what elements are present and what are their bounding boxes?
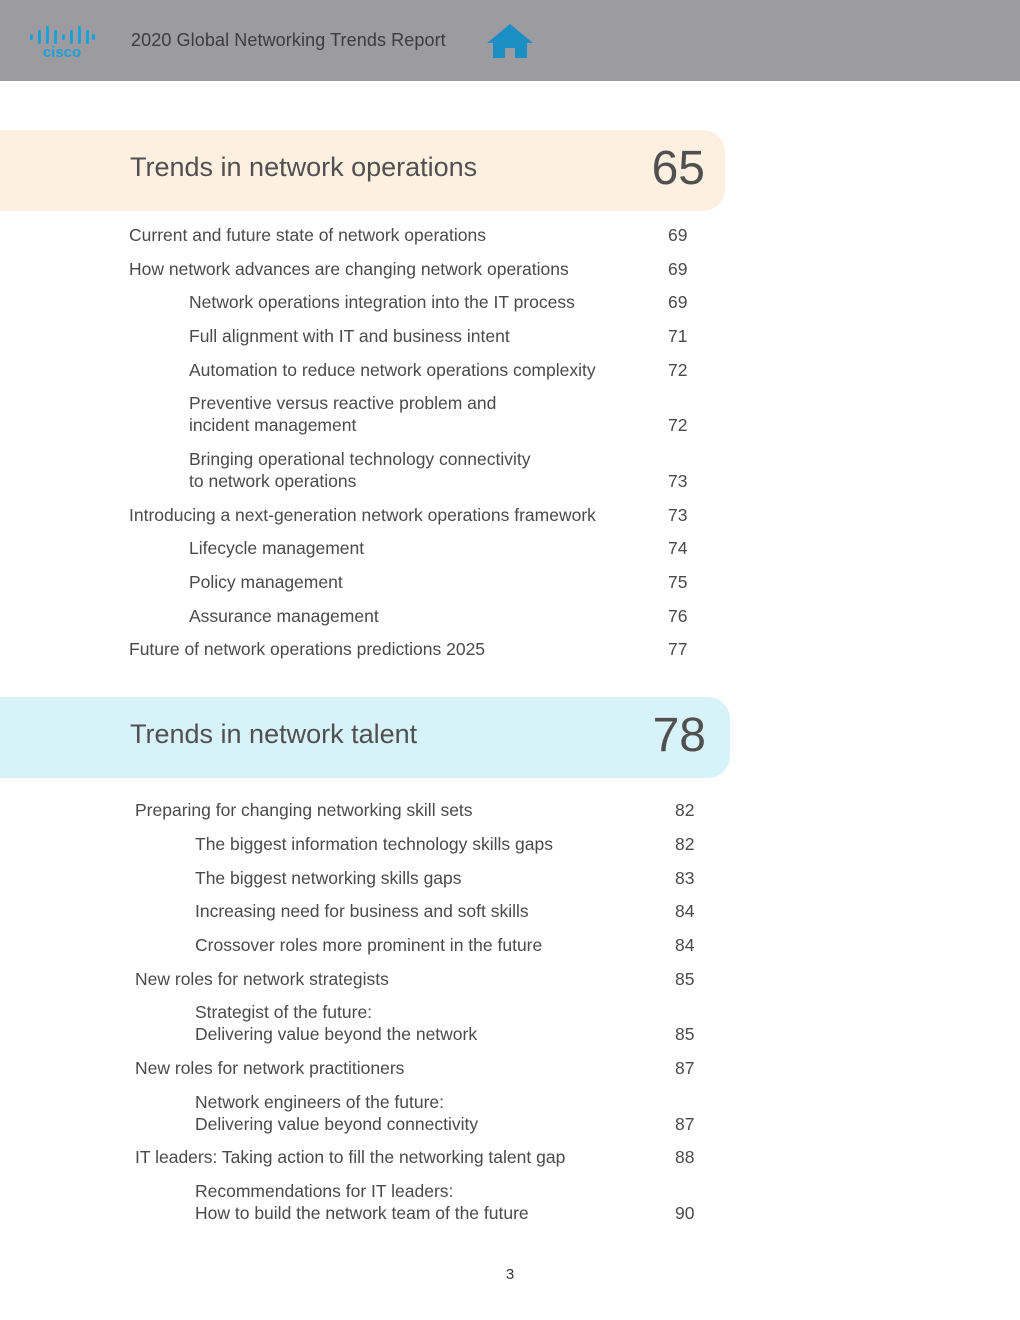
toc-entry[interactable]	[129, 638, 688, 660]
toc-entry-label-line2: to network operations	[189, 471, 357, 491]
toc-entry-label: Network engineers of the future:	[195, 1092, 445, 1112]
toc-entry-page: 87	[675, 1058, 695, 1078]
toc-entry-label: Future of network operations predictions 2025	[129, 639, 486, 659]
toc-entry-label: Full alignment with IT and business intent	[189, 326, 510, 346]
toc-entry[interactable]	[135, 799, 695, 821]
toc-entry[interactable]	[195, 867, 695, 889]
toc-entry-label-line2: How to build the network team of the future	[195, 1203, 529, 1223]
toc-entry[interactable]	[195, 1001, 695, 1045]
toc-entry-page: 90	[675, 1203, 695, 1223]
toc-entry-label: New roles for network strategists	[135, 969, 389, 989]
toc-entry-label: Policy management	[189, 572, 343, 592]
section-page-number: 78	[652, 709, 706, 762]
toc-entry[interactable]	[195, 900, 695, 922]
toc-entry[interactable]	[135, 1057, 695, 1079]
toc-entry[interactable]	[189, 537, 688, 559]
toc-entry-page: 72	[668, 415, 688, 435]
page-number: 3	[505, 1266, 515, 1283]
toc-entry[interactable]	[189, 291, 688, 313]
section-page-number: 65	[651, 142, 705, 195]
svg-text:cisco: cisco	[42, 44, 82, 60]
toc-entry-label: The biggest information technology skills gaps	[195, 834, 553, 854]
toc-entry[interactable]	[189, 448, 688, 492]
toc-entry-page: 69	[668, 259, 688, 279]
toc-entry[interactable]	[189, 359, 688, 381]
toc-entry-label: Strategist of the future:	[195, 1002, 373, 1022]
toc-entry-label: Current and future state of network operations	[129, 225, 487, 245]
toc-entry-label: Increasing need for business and soft skills	[195, 901, 529, 921]
toc-entry[interactable]	[195, 1180, 695, 1224]
toc-entry-label-line2: incident management	[189, 415, 357, 435]
toc-entry-page: 69	[668, 292, 688, 312]
toc-entry-page: 84	[675, 935, 695, 955]
toc-entry[interactable]	[189, 605, 688, 627]
toc-entry-page: 84	[675, 901, 695, 921]
toc-entry-label: Recommendations for IT leaders:	[195, 1181, 454, 1201]
toc-entry-page: 87	[675, 1114, 695, 1134]
toc-entry-label: The biggest networking skills gaps	[195, 868, 462, 888]
toc-entry[interactable]	[189, 392, 688, 436]
toc-entry-page: 85	[675, 969, 695, 989]
toc-entry-page: 83	[675, 868, 695, 888]
toc-entry-label-line2: Delivering value beyond connectivity	[195, 1114, 479, 1134]
report-title: 2020 Global Networking Trends Report	[131, 30, 446, 50]
section-band-network-operations[interactable]	[0, 130, 725, 211]
toc-entry[interactable]	[195, 1091, 695, 1135]
toc-entry-label: Introducing a next-generation network operations framework	[129, 505, 596, 525]
toc-entry-label: Automation to reduce network operations complexity	[189, 360, 596, 380]
toc-entry[interactable]	[129, 224, 688, 246]
toc-entry[interactable]	[189, 325, 688, 347]
toc-entry-label: New roles for network practitioners	[135, 1058, 405, 1078]
toc-entry-page: 77	[668, 639, 688, 659]
toc-entry-label: Assurance management	[189, 606, 379, 626]
report-header-bar	[0, 0, 1020, 81]
toc-entry-page: 72	[668, 360, 688, 380]
toc-entry[interactable]	[129, 258, 688, 280]
section-title: Trends in network operations	[130, 152, 478, 182]
toc-entry-page: 76	[668, 606, 688, 626]
toc-entry-page: 85	[675, 1024, 695, 1044]
toc-entry-label: IT leaders: Taking action to fill the networking talent gap	[135, 1147, 566, 1167]
toc-entry-page: 82	[675, 800, 695, 820]
toc-entry-label: How network advances are changing network operations	[129, 259, 569, 279]
toc-entry-label: Network operations integration into the IT process	[189, 292, 575, 312]
toc-entry[interactable]	[189, 571, 688, 593]
toc-entry-label: Preventive versus reactive problem and	[189, 393, 497, 413]
toc-entry-label: Bringing operational technology connectivity	[189, 449, 531, 469]
cisco-logo	[28, 24, 96, 60]
toc-entry-page: 82	[675, 834, 695, 854]
toc-entry[interactable]	[195, 934, 695, 956]
toc-entry-page: 73	[668, 505, 688, 525]
toc-entry[interactable]	[129, 504, 688, 526]
toc-entry[interactable]	[135, 1146, 695, 1168]
toc-entry-label: Crossover roles more prominent in the future	[195, 935, 543, 955]
section-title: Trends in network talent	[130, 719, 418, 749]
toc-entry-page: 71	[668, 326, 688, 346]
toc-entry[interactable]	[135, 968, 695, 990]
toc-entry-label-line2: Delivering value beyond the network	[195, 1024, 478, 1044]
toc-entry-page: 74	[668, 538, 688, 558]
toc-entry-page: 88	[675, 1147, 695, 1167]
home-icon[interactable]	[485, 22, 535, 60]
toc-entry-label: Lifecycle management	[189, 538, 365, 558]
section-band-network-talent[interactable]	[0, 697, 730, 778]
toc-entry-page: 69	[668, 225, 688, 245]
toc-entry-page: 73	[668, 471, 688, 491]
toc-entry-label: Preparing for changing networking skill sets	[135, 800, 473, 820]
toc-entry-page: 75	[668, 572, 688, 592]
toc-entry[interactable]	[195, 833, 695, 855]
